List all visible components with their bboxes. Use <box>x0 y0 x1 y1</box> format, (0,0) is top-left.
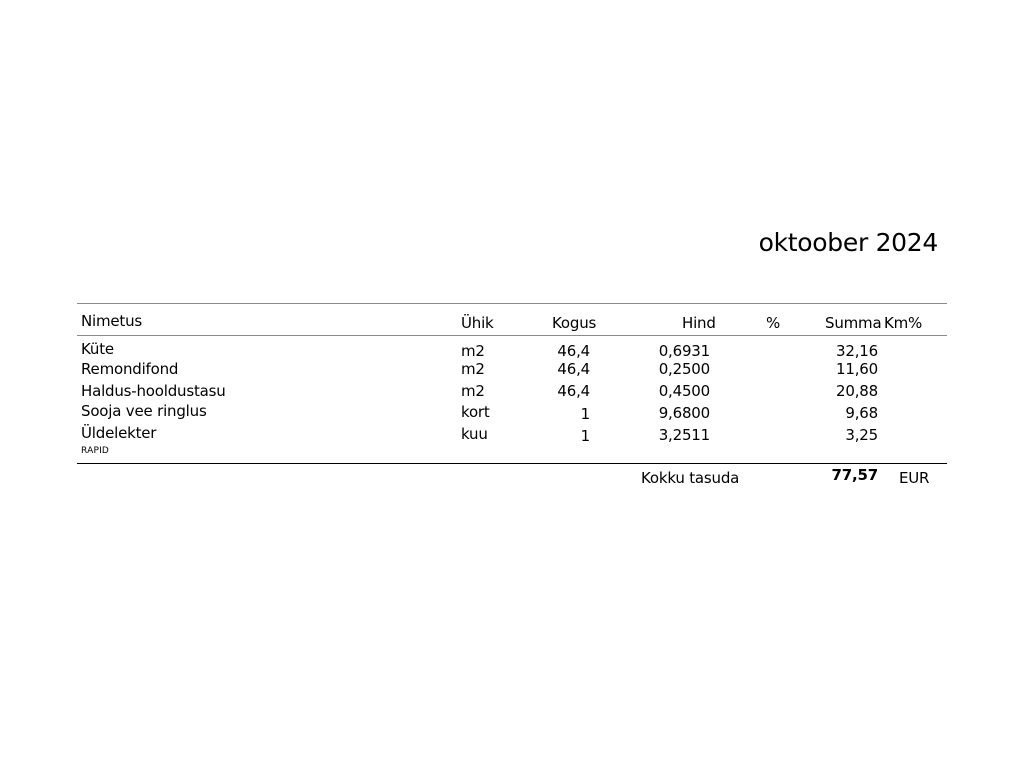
row-quantity: 1 <box>580 427 590 445</box>
invoice-period-title: oktoober 2024 <box>758 228 938 257</box>
row-name: Haldus-hooldustasu <box>81 382 226 400</box>
row-amount: 3,25 <box>845 426 878 444</box>
row-amount: 32,16 <box>836 342 878 360</box>
table-body <box>77 336 947 463</box>
table-row <box>77 340 947 360</box>
total-row <box>77 464 947 494</box>
row-amount: 9,68 <box>845 404 878 422</box>
column-header-vat: Km% <box>884 314 923 332</box>
total-label: Kokku tasuda <box>641 469 740 487</box>
row-name: Üldelekter <box>81 424 157 442</box>
row-price: 3,2511 <box>658 426 710 444</box>
column-header-name: Nimetus <box>81 312 143 330</box>
row-quantity: 46,4 <box>557 360 590 378</box>
total-amount: 77,57 <box>831 466 878 484</box>
row-unit: kort <box>461 403 490 421</box>
row-amount: 20,88 <box>836 382 878 400</box>
row-quantity: 1 <box>580 405 590 423</box>
table-row <box>77 360 947 380</box>
row-name: Küte <box>81 340 114 358</box>
table-row <box>77 402 947 422</box>
column-header-percent: % <box>766 314 781 332</box>
column-header-quantity: Kogus <box>552 314 597 332</box>
row-price: 0,4500 <box>658 382 710 400</box>
row-unit: m2 <box>461 360 485 378</box>
footnote-label: RAPID <box>81 446 110 456</box>
row-name: Sooja vee ringlus <box>81 402 207 420</box>
invoice-table <box>77 303 947 494</box>
row-unit: m2 <box>461 342 485 360</box>
row-unit: kuu <box>461 425 488 443</box>
table-header-row <box>77 304 947 335</box>
column-header-unit: Ühik <box>461 314 494 332</box>
table-row <box>77 424 947 444</box>
column-header-amount: Summa <box>825 314 882 332</box>
total-currency: EUR <box>899 469 930 487</box>
row-name: Remondifond <box>81 360 179 378</box>
row-amount: 11,60 <box>836 360 878 378</box>
table-row <box>77 382 947 402</box>
row-unit: m2 <box>461 382 485 400</box>
row-quantity: 46,4 <box>557 342 590 360</box>
row-price: 9,6800 <box>658 404 710 422</box>
row-quantity: 46,4 <box>557 382 590 400</box>
row-price: 0,2500 <box>658 360 710 378</box>
column-header-price: Hind <box>682 314 716 332</box>
row-price: 0,6931 <box>658 342 710 360</box>
